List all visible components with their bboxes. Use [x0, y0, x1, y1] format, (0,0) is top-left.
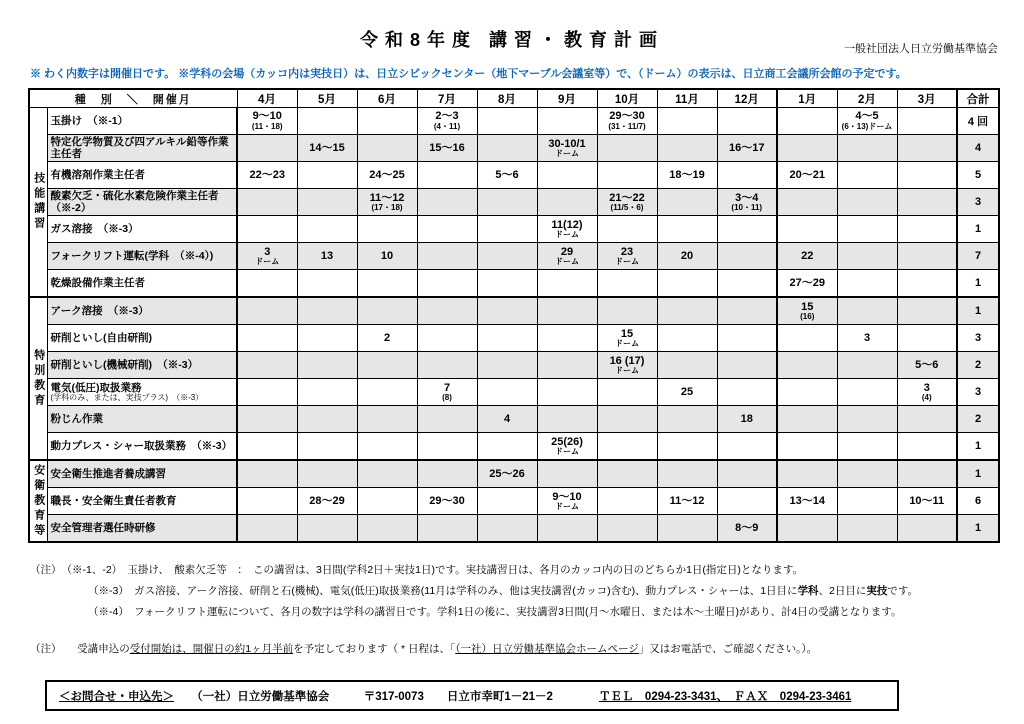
- course-name-cell: 研削といし(機械研削) （※-3）: [47, 352, 237, 379]
- schedule-cell: [237, 325, 297, 352]
- schedule-cell: [297, 515, 357, 543]
- schedule-cell: [657, 135, 717, 162]
- schedule-cell: [357, 515, 417, 543]
- schedule-cell: [417, 216, 477, 243]
- organization-name: 一般社団法人日立労働基準協会: [844, 43, 998, 55]
- schedule-cell: [237, 488, 297, 515]
- schedule-cell: [897, 162, 957, 189]
- total-cell: 3: [957, 189, 999, 216]
- table-row: [29, 297, 999, 325]
- schedule-cell: [237, 135, 297, 162]
- schedule-cell: 5～6: [477, 162, 537, 189]
- schedule-cell: [717, 325, 777, 352]
- schedule-cell: [477, 352, 537, 379]
- table-row: [29, 216, 999, 243]
- schedule-cell: [657, 297, 717, 325]
- schedule-cell: 22: [777, 243, 837, 270]
- schedule-cell: [237, 297, 297, 325]
- schedule-cell: [297, 108, 357, 135]
- schedule-cell: [717, 216, 777, 243]
- schedule-cell: [897, 270, 957, 298]
- schedule-cell: [837, 379, 897, 406]
- schedule-cell: [777, 515, 837, 543]
- schedule-cell: [837, 189, 897, 216]
- schedule-cell: [537, 515, 597, 543]
- schedule-cell: [837, 270, 897, 298]
- table-row: [29, 433, 999, 461]
- course-name-cell: 有機溶剤作業主任者: [47, 162, 237, 189]
- schedule-cell: [777, 379, 837, 406]
- schedule-cell: [777, 135, 837, 162]
- schedule-cell: [297, 325, 357, 352]
- total-cell: 1: [957, 297, 999, 325]
- schedule-cell: [837, 243, 897, 270]
- page-title: 令和8年度 講習・教育計画: [359, 30, 664, 50]
- month-header: 4月: [237, 89, 297, 108]
- schedule-cell: [477, 270, 537, 298]
- schedule-cell: [897, 406, 957, 433]
- schedule-cell: [837, 297, 897, 325]
- total-cell: 3: [957, 379, 999, 406]
- schedule-cell: 29～30: [417, 488, 477, 515]
- note-line: [30, 639, 1000, 660]
- schedule-cell: [417, 297, 477, 325]
- schedule-cell: [537, 108, 597, 135]
- schedule-cell: [777, 325, 837, 352]
- table-row: [29, 515, 999, 543]
- course-name-cell: 職長・安全衛生責任者教育: [47, 488, 237, 515]
- schedule-cell: [717, 297, 777, 325]
- schedule-cell: [717, 243, 777, 270]
- contact-box: [45, 680, 899, 711]
- schedule-cell: [237, 433, 297, 461]
- schedule-cell: [477, 108, 537, 135]
- schedule-cell: [357, 352, 417, 379]
- month-header: 3月: [897, 89, 957, 108]
- schedule-cell: 18: [717, 406, 777, 433]
- schedule-cell: [357, 216, 417, 243]
- total-cell: 1: [957, 270, 999, 298]
- section-label: 技能講習: [32, 172, 45, 233]
- schedule-cell: [417, 406, 477, 433]
- course-name-cell: ガス溶接 （※-3）: [47, 216, 237, 243]
- schedule-cell: [237, 406, 297, 433]
- month-header: 11月: [657, 89, 717, 108]
- schedule-cell: [717, 488, 777, 515]
- schedule-cell: [597, 379, 657, 406]
- note-line: [30, 560, 1000, 581]
- schedule-cell: [597, 162, 657, 189]
- schedule-cell: 29～30 (31・11/7): [597, 108, 657, 135]
- schedule-cell: 23 ドーム: [597, 243, 657, 270]
- schedule-cell: 10～11: [897, 488, 957, 515]
- schedule-cell: 11～12 (17・18): [357, 189, 417, 216]
- schedule-cell: [837, 406, 897, 433]
- schedule-cell: [777, 352, 837, 379]
- schedule-cell: 10: [357, 243, 417, 270]
- schedule-cell: 25: [657, 379, 717, 406]
- schedule-cell: 25～26: [477, 460, 537, 488]
- schedule-cell: 3 (4): [897, 379, 957, 406]
- schedule-cell: 22～23: [237, 162, 297, 189]
- month-header: 6月: [357, 89, 417, 108]
- schedule-cell: [417, 243, 477, 270]
- total-cell: 1: [957, 216, 999, 243]
- schedule-cell: [717, 433, 777, 461]
- schedule-cell: [837, 162, 897, 189]
- schedule-cell: [417, 189, 477, 216]
- schedule-cell: [297, 297, 357, 325]
- schedule-cell: [897, 433, 957, 461]
- schedule-cell: [657, 406, 717, 433]
- schedule-cell: [537, 460, 597, 488]
- schedule-cell: [237, 270, 297, 298]
- schedule-cell: [297, 352, 357, 379]
- schedule-cell: [657, 325, 717, 352]
- schedule-cell: [777, 406, 837, 433]
- schedule-cell: [477, 488, 537, 515]
- schedule-cell: 15～16: [417, 135, 477, 162]
- table-row: [29, 406, 999, 433]
- table-row: [29, 488, 999, 515]
- schedule-cell: 9～10 ドーム: [537, 488, 597, 515]
- schedule-cell: [777, 189, 837, 216]
- schedule-cell: 18～19: [657, 162, 717, 189]
- table-row: [29, 108, 999, 135]
- schedule-cell: [357, 406, 417, 433]
- schedule-cell: 4～5 (6・13)ドーム: [837, 108, 897, 135]
- schedule-cell: 3 ドーム: [237, 243, 297, 270]
- course-name-cell: アーク溶接 （※-3）: [47, 297, 237, 325]
- schedule-cell: [597, 297, 657, 325]
- schedule-cell: 28～29: [297, 488, 357, 515]
- month-header: 10月: [597, 89, 657, 108]
- schedule-cell: [297, 379, 357, 406]
- note-text: 受付開始は、開催日の約1ヶ月半前: [129, 643, 294, 655]
- course-name-cell: 粉じん作業: [47, 406, 237, 433]
- course-name-cell: 動力プレス・シャー取扱業務 （※-3）: [47, 433, 237, 461]
- schedule-cell: 27～29: [777, 270, 837, 298]
- schedule-cell: [837, 515, 897, 543]
- table-row: [29, 135, 999, 162]
- note-text: です。: [887, 585, 919, 597]
- total-cell: 1: [957, 433, 999, 461]
- table-row: [29, 270, 999, 298]
- course-name-cell: 安全管理者選任時研修: [47, 515, 237, 543]
- schedule-cell: 15 (16): [777, 297, 837, 325]
- course-name-cell: フォークリフト運転(学科 （※-4）): [47, 243, 237, 270]
- schedule-cell: 21～22 (11/5・6): [597, 189, 657, 216]
- footnotes: [30, 560, 1000, 660]
- schedule-cell: 5～6: [897, 352, 957, 379]
- schedule-cell: 3～4 (10・11): [717, 189, 777, 216]
- schedule-cell: [837, 135, 897, 162]
- schedule-cell: [357, 297, 417, 325]
- schedule-cell: [477, 216, 537, 243]
- schedule-cell: [897, 189, 957, 216]
- schedule-cell: [777, 460, 837, 488]
- schedule-cell: 11～12: [657, 488, 717, 515]
- schedule-cell: [657, 189, 717, 216]
- schedule-table-wrap: [28, 88, 1000, 543]
- schedule-cell: [717, 352, 777, 379]
- schedule-cell: [777, 108, 837, 135]
- schedule-cell: [657, 108, 717, 135]
- schedule-cell: [897, 108, 957, 135]
- section-label: 安衛教育等: [32, 463, 45, 539]
- contact-text: ＜お問合せ・申込先＞: [59, 690, 174, 703]
- note-line: [30, 602, 1000, 623]
- schedule-cell: [297, 406, 357, 433]
- total-cell: 6: [957, 488, 999, 515]
- schedule-cell: [537, 352, 597, 379]
- schedule-cell: [657, 216, 717, 243]
- course-name-cell: 酸素欠乏・硫化水素危険作業主任者 （※-2）: [47, 189, 237, 216]
- schedule-cell: [297, 216, 357, 243]
- schedule-cell: [537, 297, 597, 325]
- schedule-cell: 14～15: [297, 135, 357, 162]
- schedule-cell: [597, 488, 657, 515]
- schedule-cell: [837, 460, 897, 488]
- schedule-cell: 20: [657, 243, 717, 270]
- section-cell: [29, 460, 47, 542]
- schedule-cell: [897, 515, 957, 543]
- schedule-cell: [537, 406, 597, 433]
- note-text: 」又はお電話で、ご確認ください。）。: [638, 643, 818, 655]
- schedule-cell: [717, 270, 777, 298]
- total-cell: 5: [957, 162, 999, 189]
- table-row: [29, 352, 999, 379]
- schedule-cell: [237, 216, 297, 243]
- legend-note: ※ わく内数字は開催日です。 ※学科の会場（カッコ内は実技日）は、日立シビックセンター（地下マーブル会議室等）で、（ドーム）の表示は、日立商工会議所会館の予定です。: [30, 68, 907, 80]
- schedule-cell: [417, 352, 477, 379]
- schedule-cell: 25(26) ドーム: [537, 433, 597, 461]
- schedule-cell: [837, 352, 897, 379]
- note-text: （注） 受講申込の: [30, 643, 130, 655]
- schedule-cell: [297, 433, 357, 461]
- month-header: 5月: [297, 89, 357, 108]
- schedule-cell: [897, 135, 957, 162]
- schedule-cell: [477, 297, 537, 325]
- schedule-cell: [297, 189, 357, 216]
- schedule-cell: 4: [477, 406, 537, 433]
- schedule-cell: [237, 460, 297, 488]
- course-name-cell: 安全衛生推進者養成講習: [47, 460, 237, 488]
- note-text: 実技: [866, 585, 888, 597]
- schedule-cell: [717, 162, 777, 189]
- schedule-cell: [237, 352, 297, 379]
- corner-header: 種 別 ＼ 開催月: [29, 89, 237, 108]
- schedule-cell: [717, 460, 777, 488]
- contact-text: （一社）日立労働基準協会 〒317-0073 日立市幸町1－21－2: [174, 690, 599, 703]
- schedule-cell: [777, 216, 837, 243]
- schedule-cell: [537, 379, 597, 406]
- course-name-cell: 乾燥設備作業主任者: [47, 270, 237, 298]
- note-text: 学科: [797, 585, 819, 597]
- schedule-cell: 16～17: [717, 135, 777, 162]
- schedule-cell: [657, 460, 717, 488]
- table-row: [29, 460, 999, 488]
- total-cell: 2: [957, 352, 999, 379]
- table-row: [29, 325, 999, 352]
- schedule-cell: [417, 433, 477, 461]
- total-cell: 4 回: [957, 108, 999, 135]
- month-header: 7月: [417, 89, 477, 108]
- note-text: を予定しております（ * 日程は、「: [293, 643, 456, 655]
- schedule-cell: [897, 325, 957, 352]
- schedule-cell: [657, 433, 717, 461]
- section-cell: [29, 108, 47, 298]
- note-line: [30, 581, 1000, 602]
- schedule-cell: [477, 325, 537, 352]
- schedule-cell: [477, 135, 537, 162]
- course-name-cell: 研削といし(自由研削): [47, 325, 237, 352]
- schedule-cell: [297, 460, 357, 488]
- schedule-cell: [837, 488, 897, 515]
- schedule-cell: [237, 515, 297, 543]
- schedule-cell: [237, 189, 297, 216]
- month-header: 9月: [537, 89, 597, 108]
- section-cell: [29, 297, 47, 460]
- course-name-cell: 特定化学物質及び四アルキル鉛等作業主任者: [47, 135, 237, 162]
- schedule-cell: [777, 433, 837, 461]
- schedule-cell: [897, 216, 957, 243]
- schedule-cell: [357, 433, 417, 461]
- schedule-cell: [297, 162, 357, 189]
- schedule-cell: [897, 460, 957, 488]
- table-row: [29, 243, 999, 270]
- note-text: （注） （※-1、-2） 玉掛け、 酸素欠乏等 ： この講習は、3日間(学科2日＋実技1日)です。実技講習日は、各月のカッコ内の日のどちらか1日(指定日)となります。: [30, 564, 804, 576]
- schedule-table: [28, 88, 1000, 543]
- schedule-cell: [837, 433, 897, 461]
- schedule-cell: [357, 379, 417, 406]
- month-header: 1月: [777, 89, 837, 108]
- schedule-cell: 13: [297, 243, 357, 270]
- schedule-cell: [417, 162, 477, 189]
- total-cell: 7: [957, 243, 999, 270]
- month-header: 2月: [837, 89, 897, 108]
- schedule-cell: [597, 460, 657, 488]
- schedule-cell: 2～3 (4・11): [417, 108, 477, 135]
- total-cell: 2: [957, 406, 999, 433]
- schedule-cell: [357, 135, 417, 162]
- schedule-cell: [237, 379, 297, 406]
- note-text: 、2日目に: [818, 585, 867, 597]
- schedule-cell: [477, 243, 537, 270]
- schedule-cell: [717, 379, 777, 406]
- schedule-cell: [417, 270, 477, 298]
- schedule-cell: 20～21: [777, 162, 837, 189]
- schedule-cell: [597, 216, 657, 243]
- total-cell: 1: [957, 460, 999, 488]
- schedule-cell: [417, 515, 477, 543]
- schedule-cell: 8～9: [717, 515, 777, 543]
- note-text: （※-4） フォークリフト運転について、各月の数字は学科の講習日です。学科1日の後に、実技講習3日間(月～水曜日、または木～土曜日)があり、計4日の受講となります。: [88, 606, 902, 618]
- schedule-cell: [357, 460, 417, 488]
- contact-text: ＴＥＬ 0294-23-3431、 ＦＡＸ 0294-23-3461: [598, 690, 852, 703]
- schedule-cell: [597, 433, 657, 461]
- schedule-cell: 30-10/1 ドーム: [537, 135, 597, 162]
- schedule-cell: 9～10 (11・18): [237, 108, 297, 135]
- table-row: [29, 162, 999, 189]
- schedule-cell: 13～14: [777, 488, 837, 515]
- note-text: （※-3） ガス溶接、アーク溶接、研削と石(機械)、電気(低圧)取扱業務(11月は学科のみ、他は実技講習(カッコ)含む)、動力プレス・シャーは、1日目に: [88, 585, 798, 597]
- schedule-cell: [837, 216, 897, 243]
- total-cell: 3: [957, 325, 999, 352]
- schedule-cell: [657, 515, 717, 543]
- table-row: [29, 379, 999, 406]
- schedule-cell: [897, 297, 957, 325]
- table-row: [29, 189, 999, 216]
- schedule-cell: 16 (17) ドーム: [597, 352, 657, 379]
- schedule-cell: [537, 325, 597, 352]
- schedule-cell: [417, 325, 477, 352]
- total-header: 合計: [957, 89, 999, 108]
- schedule-cell: 2: [357, 325, 417, 352]
- schedule-cell: [717, 108, 777, 135]
- schedule-cell: [297, 270, 357, 298]
- schedule-cell: [897, 243, 957, 270]
- schedule-cell: 24～25: [357, 162, 417, 189]
- schedule-cell: [417, 460, 477, 488]
- schedule-cell: [657, 352, 717, 379]
- schedule-cell: [597, 406, 657, 433]
- schedule-cell: 15 ドーム: [597, 325, 657, 352]
- note-text: （一社）日立労働基準協会ホームページ: [455, 643, 639, 655]
- schedule-cell: [537, 270, 597, 298]
- schedule-cell: 29 ドーム: [537, 243, 597, 270]
- schedule-cell: [477, 189, 537, 216]
- total-cell: 4: [957, 135, 999, 162]
- schedule-cell: [357, 488, 417, 515]
- total-cell: 1: [957, 515, 999, 543]
- schedule-cell: [537, 162, 597, 189]
- schedule-cell: [537, 189, 597, 216]
- schedule-cell: [477, 379, 537, 406]
- schedule-cell: [477, 433, 537, 461]
- schedule-cell: [357, 270, 417, 298]
- schedule-cell: [597, 515, 657, 543]
- course-name-cell: 電気(低圧)取扱業務 (学科のみ、または、実技プラス) （※-3）: [47, 379, 237, 406]
- section-label: 特別教育: [32, 348, 45, 409]
- schedule-cell: [597, 135, 657, 162]
- month-header: 8月: [477, 89, 537, 108]
- schedule-cell: [477, 515, 537, 543]
- schedule-cell: [597, 270, 657, 298]
- schedule-cell: 7 (8): [417, 379, 477, 406]
- schedule-cell: 3: [837, 325, 897, 352]
- course-name-cell: 玉掛け （※-1）: [47, 108, 237, 135]
- schedule-cell: 11(12) ドーム: [537, 216, 597, 243]
- schedule-cell: [657, 270, 717, 298]
- schedule-cell: [357, 108, 417, 135]
- month-header: 12月: [717, 89, 777, 108]
